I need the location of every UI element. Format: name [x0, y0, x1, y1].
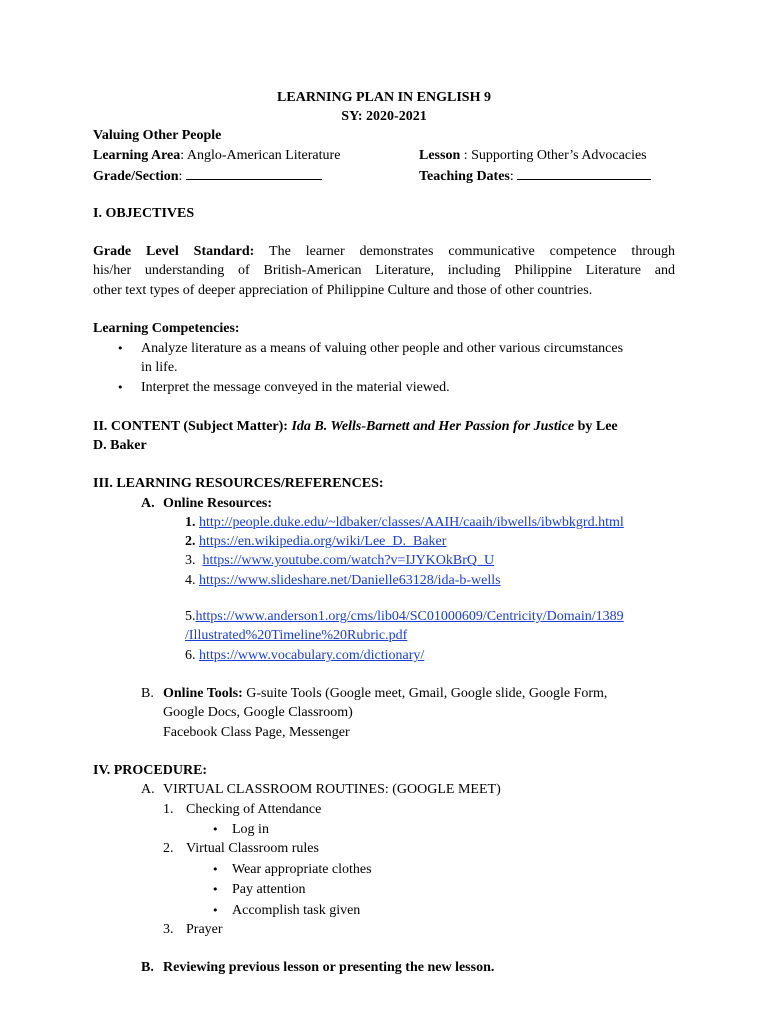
step-2-sub-1: Wear appropriate clothes [232, 862, 372, 877]
step-1-text: Checking of Attendance [186, 802, 322, 817]
resource-url-5-cont[interactable]: /Illustrated%20Timeline%20Rubric.pdf [185, 628, 408, 643]
resource-url-3[interactable]: https://www.youtube.com/watch?v=IJYKOkBrQ_U [202, 553, 495, 568]
resource-link-4 [185, 572, 501, 590]
resource-num: 2. [185, 534, 196, 549]
lesson-label: Lesson [419, 148, 461, 163]
online-tools-line-2: Google Docs, Google Classroom) [163, 705, 353, 720]
content-author-line-2: D. Baker [93, 438, 147, 453]
procedure-heading: IV. PROCEDURE: [93, 763, 208, 778]
resources-heading: III. LEARNING RESOURCES/REFERENCES: [93, 476, 384, 491]
learning-area-label: Learning Area [93, 148, 181, 163]
step-3-text: Prayer [186, 922, 223, 937]
bullet-icon [212, 861, 222, 879]
teaching-dates-blank [517, 166, 651, 180]
procedure-a-title: VIRTUAL CLASSROOM ROUTINES: (GOOGLE MEET) [163, 782, 501, 797]
bullet-icon [212, 902, 222, 920]
standard-line-1 [93, 243, 675, 261]
resource-url-4[interactable]: https://www.slideshare.net/Danielle63128/ida-b-wells [199, 573, 501, 588]
competency-1-line-1: Analyze literature as a means of valuing other people and other various circumstances [141, 341, 624, 356]
resource-link-5-cont [185, 627, 407, 645]
online-tools-marker: B. [141, 686, 154, 701]
step-1-num: 1. [163, 802, 174, 817]
teaching-dates-row [419, 166, 651, 186]
resource-link-5 [185, 608, 624, 626]
online-tools-line-1 [163, 685, 607, 703]
grade-section-sep: : [178, 169, 183, 184]
standard-label: Grade Level Standard: [93, 244, 255, 259]
resource-url-6[interactable]: https://www.vocabulary.com/dictionary/ [199, 648, 425, 663]
online-tools-text: G-suite Tools (Google meet, Gmail, Google slide, Google Form, [242, 686, 608, 701]
resource-link-2 [185, 533, 446, 551]
resource-link-1 [185, 514, 624, 532]
resource-num: 1. [185, 515, 196, 530]
lesson-value: : Supporting Other’s Advocacies [460, 148, 647, 163]
content-row [93, 418, 618, 436]
document-title: LEARNING PLAN IN ENGLISH 9 [277, 90, 491, 105]
resource-url-1[interactable]: http://people.duke.edu/~ldbaker/classes/AAIH/caaih/ibwells/ibwbkgrd.html [199, 515, 624, 530]
content-label: II. CONTENT (Subject Matter): [93, 419, 288, 434]
procedure-b-marker: B. [141, 960, 154, 975]
online-tools-title: Online Tools: [163, 686, 243, 701]
competency-1-line-2: in life. [141, 360, 178, 375]
step-2-num: 2. [163, 841, 174, 856]
online-tools-line-3: Facebook Class Page, Messenger [163, 725, 350, 740]
lesson-row [419, 147, 647, 165]
resource-num: 4. [185, 573, 196, 588]
topic-title: Valuing Other People [93, 128, 222, 143]
resource-url-5[interactable]: https://www.anderson1.org/cms/lib04/SC01000609/Centricity/Domain/1389 [195, 609, 624, 624]
bullet-icon [212, 881, 222, 899]
step-1-sub-1: Log in [232, 822, 269, 837]
resource-num: 6. [185, 648, 196, 663]
resource-url-2[interactable]: https://en.wikipedia.org/wiki/Lee_D._Baker [199, 534, 447, 549]
grade-section-row [93, 166, 322, 186]
standard-line-3: other text types of deeper appreciation of Philippine Culture and those of other countries. [93, 283, 593, 298]
grade-section-label: Grade/Section [93, 169, 179, 184]
online-resources-marker: A. [141, 496, 155, 511]
bullet-icon [117, 340, 127, 358]
learning-area-value: : Anglo-American Literature [180, 148, 341, 163]
bullet-icon [117, 379, 127, 397]
standard-line-2: his/her understanding of British-American Literature, including Philippine Literature and [93, 263, 675, 278]
resource-link-3 [185, 552, 494, 570]
grade-section-blank [186, 166, 322, 180]
bullet-icon [212, 821, 222, 839]
competency-2-line-1: Interpret the message conveyed in the material viewed. [141, 380, 450, 395]
school-year: SY: 2020-2021 [341, 109, 427, 124]
learning-area-row [93, 147, 340, 165]
competencies-label: Learning Competencies: [93, 321, 240, 336]
step-2-sub-2: Pay attention [232, 882, 306, 897]
resource-link-6 [185, 647, 424, 665]
content-title: Ida B. Wells-Barnett and Her Passion for Justice [291, 419, 575, 434]
procedure-a-marker: A. [141, 782, 155, 797]
content-by: by Lee [574, 419, 618, 434]
step-2-text: Virtual Classroom rules [186, 841, 319, 856]
objectives-heading: I. OBJECTIVES [93, 206, 195, 221]
standard-text-1: The learner demonstrates communicative competence through [254, 244, 675, 259]
resource-num: 5. [185, 609, 196, 624]
teaching-dates-sep: : [509, 169, 514, 184]
teaching-dates-label: Teaching Dates [419, 169, 510, 184]
online-resources-title: Online Resources: [163, 496, 273, 511]
step-2-sub-3: Accomplish task given [232, 903, 361, 918]
step-3-num: 3. [163, 922, 174, 937]
resource-num: 3. [185, 553, 196, 568]
procedure-b-title: Reviewing previous lesson or presenting the new lesson. [163, 960, 495, 975]
